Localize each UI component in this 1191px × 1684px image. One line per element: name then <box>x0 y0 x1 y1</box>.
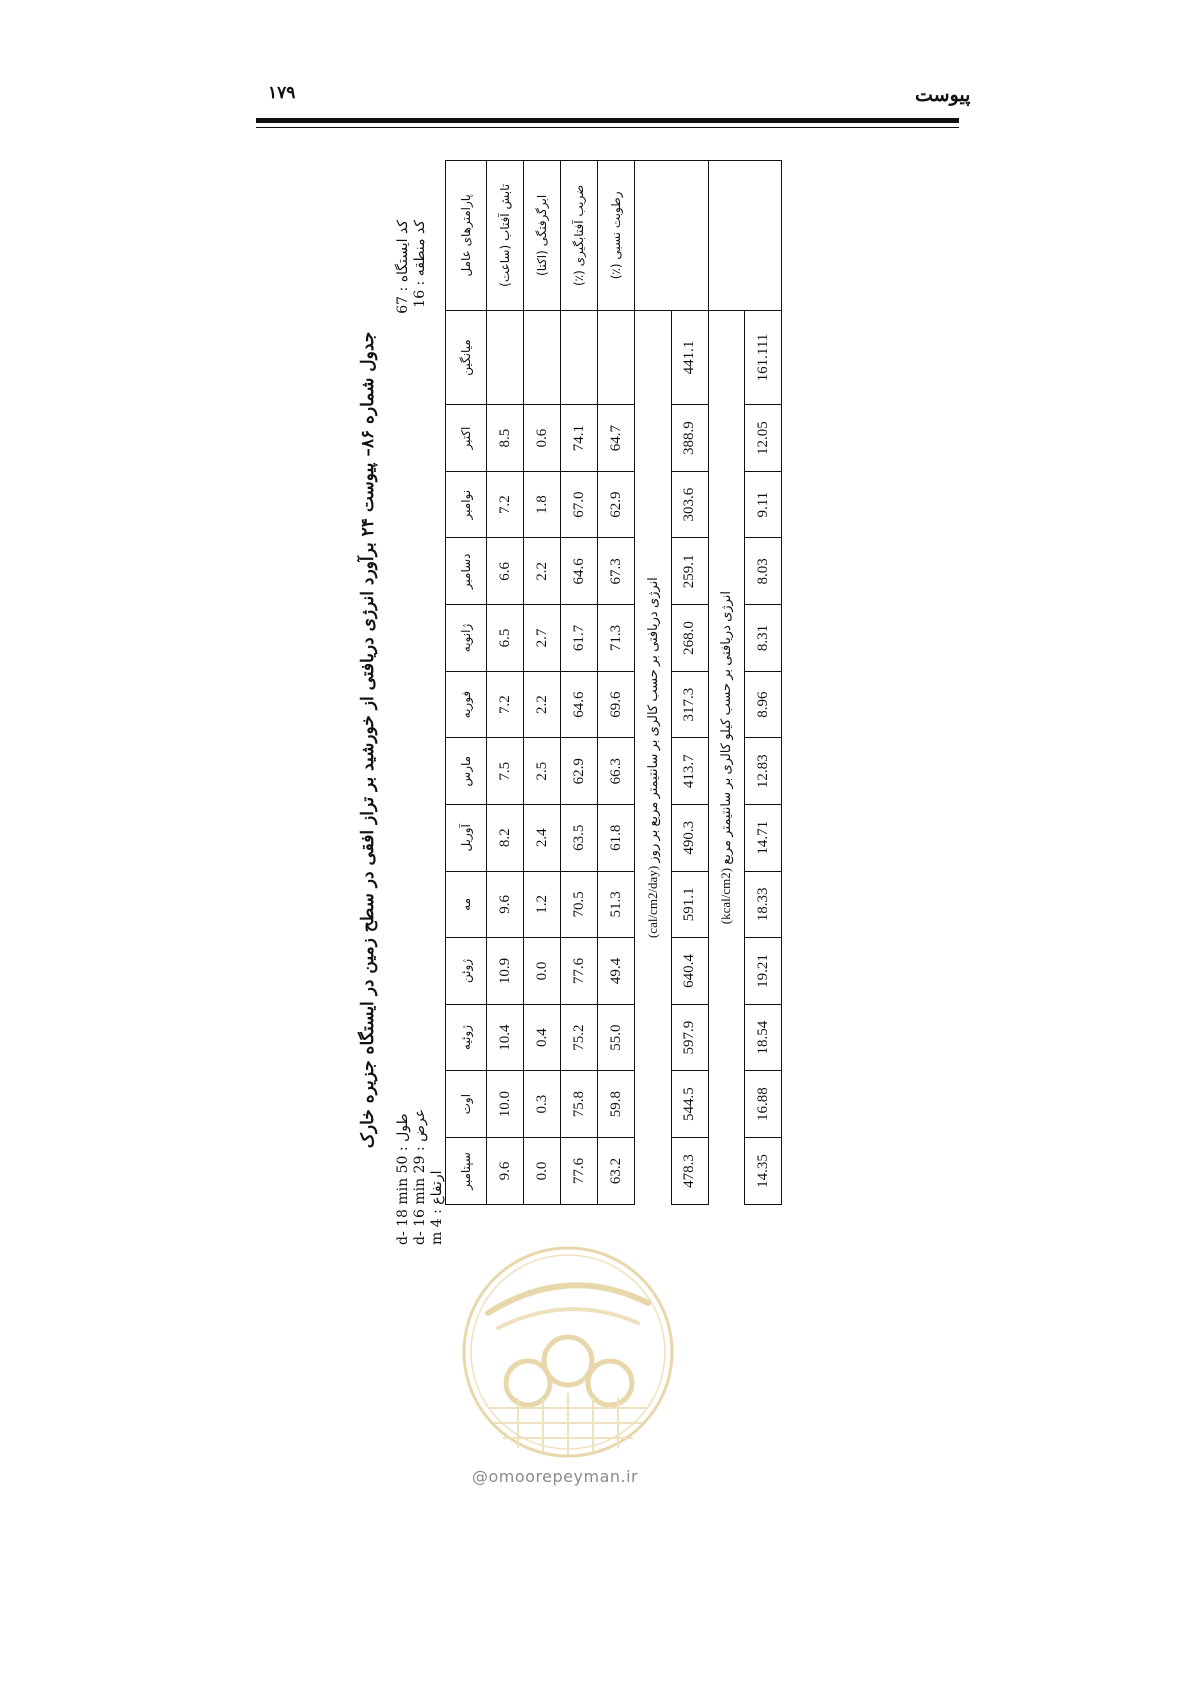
cell: 51.3 <box>598 871 635 938</box>
row-label-empty <box>745 161 782 311</box>
cell: 2.2 <box>524 671 561 738</box>
cell: 64.6 <box>561 538 598 605</box>
cell: 0.4 <box>524 1004 561 1071</box>
chapter-title: پیوست <box>915 84 971 106</box>
cell: 640.4 <box>671 938 708 1005</box>
caption-row-cal <box>635 161 672 1205</box>
cell: 66.3 <box>598 738 635 805</box>
cell: 6.6 <box>487 538 524 605</box>
cell: 63.5 <box>561 804 598 871</box>
cell: 63.2 <box>598 1137 635 1204</box>
cell: 62.9 <box>561 738 598 805</box>
cell-mean: 441.1 <box>671 310 708 405</box>
cell: 19.21 <box>745 938 782 1005</box>
station-code: کد ایستگاه : 67 <box>395 220 411 314</box>
row-label: ضریب آفتابگیری (٪) <box>561 161 598 311</box>
cell: 18.54 <box>745 1004 782 1071</box>
header-month: اکتبر <box>446 405 487 472</box>
header-month: فوریه <box>446 671 487 738</box>
longitude: طول : 50 d- 18 min <box>395 1113 411 1245</box>
cell: 597.9 <box>671 1004 708 1071</box>
watermark-logo <box>458 1243 678 1461</box>
header-month: مه <box>446 871 487 938</box>
cell: 75.2 <box>561 1004 598 1071</box>
cell: 71.3 <box>598 605 635 672</box>
header-month: نوامبر <box>446 471 487 538</box>
cell: 8.03 <box>745 538 782 605</box>
table-row-sunshine <box>487 161 524 1205</box>
cell: 10.9 <box>487 938 524 1005</box>
cell: 8.5 <box>487 405 524 472</box>
cell: 62.9 <box>598 471 635 538</box>
cell <box>598 310 635 405</box>
table-row-energy-cal <box>671 161 708 1205</box>
row-label: ابرگرفتگی (اکتا) <box>524 161 561 311</box>
caption-spacer <box>635 161 672 311</box>
cell: 55.0 <box>598 1004 635 1071</box>
caption-cal: انرژی دریافتی بر حسب کالری بر سانتیمتر مربع بر روز (cal/cm2/day) <box>635 310 672 1204</box>
latitude: عرض : 29 d- 16 min <box>412 1108 428 1245</box>
altitude: ارتفاع : 4 m <box>429 1170 445 1245</box>
data-table <box>445 160 782 1205</box>
cell: 544.5 <box>671 1071 708 1138</box>
cell: 2.5 <box>524 738 561 805</box>
cell: 2.4 <box>524 804 561 871</box>
cell: 64.7 <box>598 405 635 472</box>
cell: 77.6 <box>561 938 598 1005</box>
cell: 303.6 <box>671 471 708 538</box>
cell: 0.0 <box>524 1137 561 1204</box>
header-month: اوت <box>446 1071 487 1138</box>
cell: 10.0 <box>487 1071 524 1138</box>
header-month: ژانویه <box>446 605 487 672</box>
table-row-cloudiness <box>524 161 561 1205</box>
cell: 14.71 <box>745 804 782 871</box>
cell: 9.6 <box>487 1137 524 1204</box>
cell: 18.33 <box>745 871 782 938</box>
row-label: رطوبت نسبی (٪) <box>598 161 635 311</box>
cell: 7.5 <box>487 738 524 805</box>
table-header-row <box>446 161 487 1205</box>
cell: 413.7 <box>671 738 708 805</box>
cell <box>487 310 524 405</box>
header-month: ژوئیه <box>446 1004 487 1071</box>
cell: 317.3 <box>671 671 708 738</box>
page-number: ۱۷۹ <box>268 83 296 103</box>
header-month: آوریل <box>446 804 487 871</box>
station-coordinates <box>395 1109 446 1245</box>
cell: 6.5 <box>487 605 524 672</box>
cell: 49.4 <box>598 938 635 1005</box>
cell: 69.6 <box>598 671 635 738</box>
cell: 16.88 <box>745 1071 782 1138</box>
header-mean: میانگین <box>446 310 487 405</box>
cell: 74.1 <box>561 405 598 472</box>
cell: 75.8 <box>561 1071 598 1138</box>
cell: 268.0 <box>671 605 708 672</box>
cell: 591.1 <box>671 871 708 938</box>
cell: 9.6 <box>487 871 524 938</box>
header-parameters: پارامترهای عامل <box>446 161 487 311</box>
header-rule-thin <box>256 127 959 128</box>
header-month: مارس <box>446 738 487 805</box>
cell: 12.05 <box>745 405 782 472</box>
cell: 0.0 <box>524 938 561 1005</box>
caption-kcal: انرژی دریافتی بر حسب کیلو کالری بر سانتیمتر مربع (kcal/cm2) <box>708 310 745 1204</box>
cell: 77.6 <box>561 1137 598 1204</box>
cell: 70.5 <box>561 871 598 938</box>
row-label: تابش آفتاب (ساعت) <box>487 161 524 311</box>
cell: 490.3 <box>671 804 708 871</box>
cell: 67.3 <box>598 538 635 605</box>
cell: 8.31 <box>745 605 782 672</box>
cell: 61.7 <box>561 605 598 672</box>
cell: 9.11 <box>745 471 782 538</box>
region-code: کد منطقه : 16 <box>412 220 428 308</box>
cell: 388.9 <box>671 405 708 472</box>
cell: 7.2 <box>487 671 524 738</box>
table-title: جدول شماره ۸۶– پیوست ۲۴ برآورد انرژی دریافتی از خورشید بر تراز افقی در سطح زمین در ایستگاه جزیره خارک <box>358 331 378 1149</box>
cell <box>524 310 561 405</box>
table-row-humidity <box>598 161 635 1205</box>
cell: 10.4 <box>487 1004 524 1071</box>
cell: 8.96 <box>745 671 782 738</box>
cell <box>561 310 598 405</box>
cell: 259.1 <box>671 538 708 605</box>
cell: 61.8 <box>598 804 635 871</box>
caption-spacer <box>708 161 745 311</box>
cell: 478.3 <box>671 1137 708 1204</box>
table-row-energy-kcal <box>745 161 782 1205</box>
header-rule <box>256 118 959 123</box>
cell: 2.2 <box>524 538 561 605</box>
rotated-table-page <box>320 160 880 1340</box>
cell: 14.35 <box>745 1137 782 1204</box>
cell: 59.8 <box>598 1071 635 1138</box>
cell: 2.7 <box>524 605 561 672</box>
cell: 7.2 <box>487 471 524 538</box>
header-month: دسامبر <box>446 538 487 605</box>
cell: 12.83 <box>745 738 782 805</box>
cell: 1.8 <box>524 471 561 538</box>
cell: 0.6 <box>524 405 561 472</box>
station-codes <box>395 220 429 314</box>
cell: 1.2 <box>524 871 561 938</box>
table-row-sunshine-ratio <box>561 161 598 1205</box>
cell: 64.6 <box>561 671 598 738</box>
header-month: سپتامبر <box>446 1137 487 1204</box>
cell-mean: 161.111 <box>745 310 782 405</box>
caption-row-kcal <box>708 161 745 1205</box>
row-label-empty <box>671 161 708 311</box>
cell: 0.3 <box>524 1071 561 1138</box>
cell: 8.2 <box>487 804 524 871</box>
watermark-url: @omoorepeyman.ir <box>472 1467 639 1486</box>
header-month: ژوئن <box>446 938 487 1005</box>
cell: 67.0 <box>561 471 598 538</box>
